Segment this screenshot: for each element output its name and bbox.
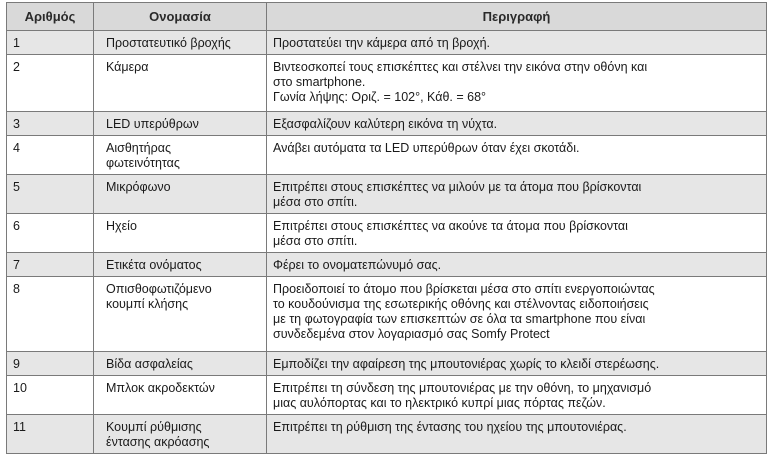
header-description: Περιγραφή	[267, 3, 767, 31]
row-number: 5	[7, 175, 94, 214]
row-description-line: Ανάβει αυτόματα τα LED υπερύθρων όταν έχει σκοτάδι.	[273, 141, 580, 155]
row-description	[267, 214, 767, 253]
table-row	[7, 352, 767, 376]
row-name	[94, 112, 267, 136]
header-number: Αριθμός	[7, 3, 94, 31]
row-name	[94, 253, 267, 277]
row-description	[267, 352, 767, 376]
row-description-line: μέσα στο σπίτι.	[273, 195, 358, 209]
row-name	[94, 376, 267, 415]
row-number: 4	[7, 136, 94, 175]
row-name-line: Μικρόφωνο	[106, 180, 171, 194]
row-description	[267, 277, 767, 352]
row-description-line: Προειδοποιεί το άτομο που βρίσκεται μέσα στο σπίτι ενεργοποιώντας	[273, 282, 655, 296]
row-description	[267, 415, 767, 454]
table-row	[7, 277, 767, 352]
row-description-line: Εξασφαλίζουν καλύτερη εικόνα τη νύχτα.	[273, 117, 498, 131]
row-description-line: Επιτρέπει στους επισκέπτες να μιλούν με τα άτομα που βρίσκονται	[273, 180, 642, 194]
row-description-line: Επιτρέπει τη ρύθμιση της έντασης του ηχείου της μπουτονιέρας.	[273, 420, 627, 434]
row-number: 8	[7, 277, 94, 352]
row-number: 10	[7, 376, 94, 415]
row-description	[267, 136, 767, 175]
row-name	[94, 136, 267, 175]
row-description	[267, 253, 767, 277]
row-name-line: φωτεινότητας	[106, 156, 180, 170]
row-name-line: LED υπερύθρων	[106, 117, 199, 131]
row-description-line: μιας αυλόπορτας και το ηλεκτρικό κυπρί μιας πόρτας πεζών.	[273, 396, 606, 410]
table-row	[7, 415, 767, 454]
row-name-line: Κάμερα	[106, 60, 149, 74]
row-name-line: έντασης ακρόασης	[106, 435, 210, 449]
row-number: 1	[7, 31, 94, 55]
table-row	[7, 376, 767, 415]
row-name-line: Αισθητήρας	[106, 141, 171, 155]
row-name-line: Μπλοκ ακροδεκτών	[106, 381, 215, 395]
table-row	[7, 136, 767, 175]
row-description	[267, 175, 767, 214]
row-name	[94, 214, 267, 253]
row-description-line: Γωνία λήψης: Οριζ. = 102°, Κάθ. = 68°	[273, 90, 487, 104]
row-number: 6	[7, 214, 94, 253]
row-number: 7	[7, 253, 94, 277]
row-name-line: Οπισθοφωτιζόμενο	[106, 282, 212, 296]
row-name-line: Κουμπί ρύθμισης	[106, 420, 202, 434]
row-description-line: στο smartphone.	[273, 75, 366, 89]
table-row	[7, 214, 767, 253]
row-description-line: Επιτρέπει στους επισκέπτες να ακούνε τα άτομα που βρίσκονται	[273, 219, 628, 233]
row-description	[267, 55, 767, 112]
table-row	[7, 175, 767, 214]
row-name	[94, 352, 267, 376]
row-description	[267, 31, 767, 55]
row-number: 3	[7, 112, 94, 136]
table-row	[7, 112, 767, 136]
row-description-line: μέσα στο σπίτι.	[273, 234, 358, 248]
row-description-line: Εμποδίζει την αφαίρεση της μπουτονιέρας χωρίς το κλειδί στερέωσης.	[273, 357, 660, 371]
row-description-line: συνδεδεμένα στον λογαριασμό σας Somfy Protect	[273, 327, 550, 341]
header-name: Ονομασία	[94, 3, 267, 31]
row-number: 11	[7, 415, 94, 454]
components-table	[6, 2, 767, 454]
row-description	[267, 112, 767, 136]
row-name	[94, 31, 267, 55]
row-description-line: Φέρει το ονοματεπώνυμό σας.	[273, 258, 442, 272]
row-number: 9	[7, 352, 94, 376]
table-row	[7, 55, 767, 112]
row-description-line: Επιτρέπει τη σύνδεση της μπουτονιέρας με την οθόνη, το μηχανισμό	[273, 381, 652, 395]
row-name	[94, 55, 267, 112]
row-description-line: το κουδούνισμα της εσωτερικής οθόνης και στέλνοντας ειδοποιήσεις	[273, 297, 649, 311]
row-name-line: Ηχείο	[106, 219, 137, 233]
row-name	[94, 415, 267, 454]
table-row	[7, 253, 767, 277]
row-description	[267, 376, 767, 415]
row-name-line: Προστατευτικό βροχής	[106, 36, 231, 50]
row-description-line: με τη φωτογραφία των επισκεπτών σε όλα τα smartphone που είναι	[273, 312, 646, 326]
row-name	[94, 175, 267, 214]
table-header-row	[7, 3, 767, 31]
row-name-line: Ετικέτα ονόματος	[106, 258, 202, 272]
row-description-line: Βιντεοσκοπεί τους επισκέπτες και στέλνει την εικόνα στην οθόνη και	[273, 60, 648, 74]
row-name-line: κουμπί κλήσης	[106, 297, 189, 311]
table-row	[7, 31, 767, 55]
row-number: 2	[7, 55, 94, 112]
row-name-line: Βίδα ασφαλείας	[106, 357, 193, 371]
row-name	[94, 277, 267, 352]
row-description-line: Προστατεύει την κάμερα από τη βροχή.	[273, 36, 491, 50]
